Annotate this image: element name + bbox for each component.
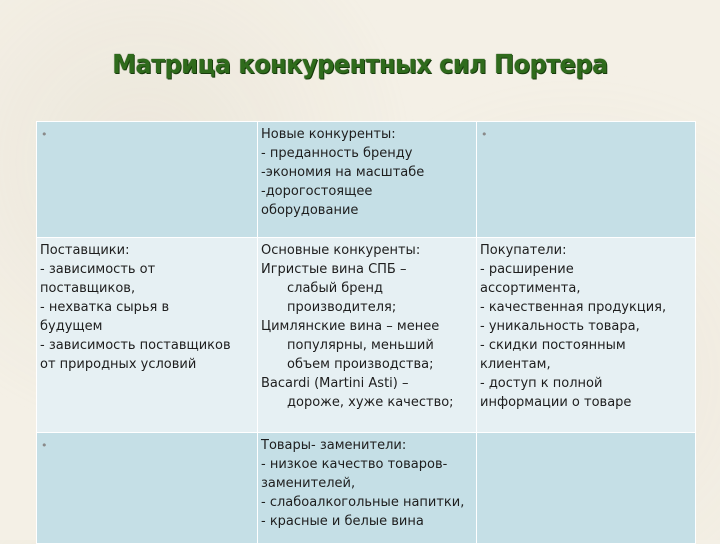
substitutes-line: - слабоалкогольные напитки, [261,495,465,510]
main-competitors-title: Основные конкуренты: [261,243,421,258]
cell-bottom-right [477,433,696,544]
bullet-marker: • [481,128,488,141]
main-competitors-line: популярны, меньший [287,338,434,353]
new-competitors-line: -экономия на масштабе [261,165,425,180]
cell-buyers [477,238,696,433]
suppliers-line: от природных условий [40,357,197,372]
main-competitors-line: слабый бренд [287,281,384,296]
cell-bottom-left [37,433,258,544]
buyers-line: - скидки постоянным [480,338,626,353]
cell-main-competitors [258,238,477,433]
cell-substitutes [258,433,477,544]
bullet-marker: • [41,128,48,141]
buyers-line: - качественная продукция, [480,300,667,315]
suppliers-title: Поставщики: [40,243,130,258]
buyers-line: - уникальность товара, [480,319,640,334]
slide-title: Матрица конкурентных сил Портера [112,50,608,80]
main-competitors-line: дороже, хуже качество; [287,395,454,410]
matrix-row-middle [37,238,696,433]
main-competitors-line: объем производства; [287,357,434,372]
matrix-row-top [37,122,696,238]
suppliers-line: - зависимость поставщиков [40,338,231,353]
buyers-line: клиентам, [480,357,551,372]
main-competitors-line: Цимлянские вина – менее [261,319,440,334]
substitutes-title: Товары- заменители: [261,438,407,453]
bullet-marker: • [41,439,48,452]
main-competitors-line: производителя; [287,300,397,315]
main-competitors-line: Игристые вина СПБ – [261,262,407,277]
substitutes-line: - низкое качество товаров- [261,457,448,472]
porter-matrix-table [36,121,696,544]
buyers-line: информации о товаре [480,395,632,410]
substitutes-line: заменителей, [261,476,356,491]
cell-top-right [477,122,696,238]
new-competitors-line: - преданность бренду [261,146,413,161]
cell-suppliers [37,238,258,433]
substitutes-line: - красные и белые вина [261,514,424,529]
matrix-row-bottom [37,433,696,544]
buyers-line: - расширение [480,262,574,277]
buyers-line: - доступ к полной [480,376,603,391]
cell-new-competitors [258,122,477,238]
new-competitors-line: оборудование [261,203,359,218]
cell-top-left [37,122,258,238]
suppliers-line: будущем [40,319,103,334]
buyers-line: ассортимента, [480,281,581,296]
buyers-title: Покупатели: [480,243,567,258]
suppliers-line: поставщиков, [40,281,136,296]
new-competitors-line: -дорогостоящее [261,184,373,199]
suppliers-line: - зависимость от [40,262,156,277]
new-competitors-title: Новые конкуренты: [261,127,396,142]
suppliers-line: - нехватка сырья в [40,300,170,315]
main-competitors-line: Bacardi (Martini Asti) – [261,376,409,391]
